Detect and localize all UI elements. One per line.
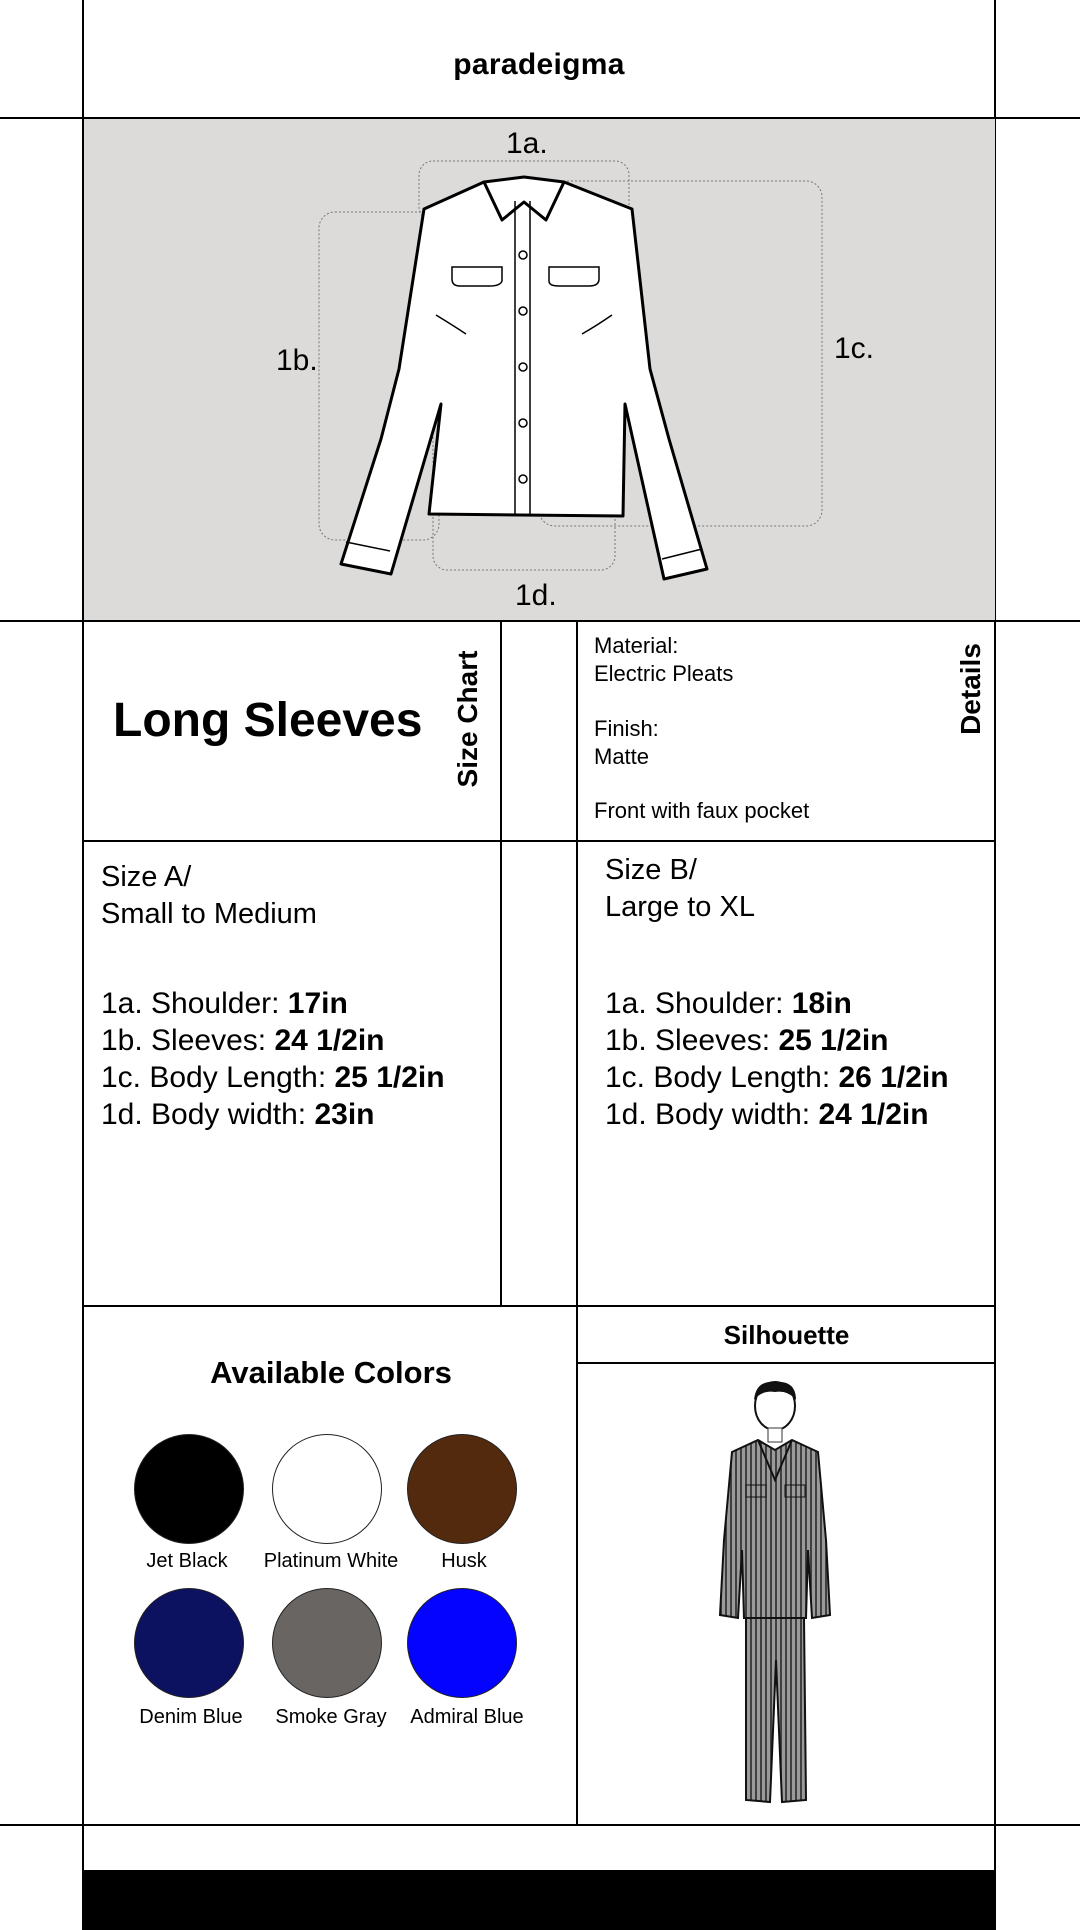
pocket-note: Front with faux pocket: [594, 798, 810, 823]
size-a-shoulder: 1a. Shoulder: 17in: [101, 987, 348, 1020]
size-a-specs: [101, 985, 445, 1133]
divider-col-b: [576, 620, 578, 1825]
shirt-diagram-icon: [84, 119, 995, 620]
swatch-jet-black[interactable]: [134, 1434, 244, 1544]
footer-bar: [83, 1870, 996, 1930]
swatch-admiral-blue[interactable]: [407, 1588, 517, 1698]
divider-diagram: [0, 620, 1080, 622]
size-diagram: [84, 119, 995, 620]
label-body-length: 1c.: [834, 332, 875, 365]
swatch-smoke-gray[interactable]: [272, 1588, 382, 1698]
finish-label: Finish:: [594, 716, 659, 741]
swatch-label-platinum-white: Platinum White: [263, 1550, 399, 1572]
swatch-denim-blue[interactable]: [134, 1588, 244, 1698]
material-label: Material:: [594, 633, 679, 658]
size-a-name: [101, 859, 317, 933]
size-b-name: [605, 852, 755, 926]
divider-specs: [84, 1305, 996, 1307]
divider-bottom: [0, 1824, 1080, 1826]
label-shoulder: 1a.: [506, 127, 548, 160]
swatch-husk[interactable]: [407, 1434, 517, 1544]
available-colors-title: Available Colors: [210, 1355, 452, 1390]
size-a-sleeves: 1b. Sleeves: 24 1/2in: [101, 1024, 385, 1057]
size-chart-label: Size Chart: [452, 650, 483, 788]
size-b-body-width: 1d. Body width: 24 1/2in: [605, 1098, 929, 1131]
size-a-line1: Size A/: [101, 861, 192, 893]
silhouette-title: Silhouette: [723, 1320, 850, 1350]
swatch-label-denim-blue: Denim Blue: [139, 1706, 243, 1728]
label-body-width: 1d.: [515, 579, 557, 612]
label-sleeves: 1b.: [276, 344, 318, 377]
brand-name: paradeigma: [453, 48, 625, 81]
material-value: Electric Pleats: [594, 661, 734, 686]
size-b-body-length: 1c. Body Length: 26 1/2in: [605, 1061, 949, 1094]
divider-col-a: [500, 620, 502, 1306]
size-a-body-width: 1d. Body width: 23in: [101, 1098, 375, 1131]
finish-value: Matte: [594, 744, 650, 769]
swatch-label-husk: Husk: [441, 1550, 487, 1572]
size-b-shoulder: 1a. Shoulder: 18in: [605, 987, 852, 1020]
divider-title-row: [84, 840, 996, 842]
swatch-label-admiral-blue: Admiral Blue: [410, 1706, 524, 1728]
swatch-label-jet-black: Jet Black: [146, 1550, 228, 1572]
size-b-specs: [605, 985, 949, 1133]
divider-silhouette-title: [578, 1362, 996, 1364]
size-b-sleeves: 1b. Sleeves: 25 1/2in: [605, 1024, 889, 1057]
swatch-platinum-white[interactable]: [272, 1434, 382, 1544]
details-label: Details: [955, 643, 986, 735]
size-a-line2: Small to Medium: [101, 898, 317, 930]
size-a-body-length: 1c. Body Length: 25 1/2in: [101, 1061, 445, 1094]
swatch-label-smoke-gray: Smoke Gray: [275, 1706, 387, 1728]
product-title: Long Sleeves: [113, 694, 423, 747]
silhouette-figure-icon: [690, 1380, 860, 1810]
size-b-line1: Size B/: [605, 854, 697, 886]
size-b-line2: Large to XL: [605, 891, 755, 923]
